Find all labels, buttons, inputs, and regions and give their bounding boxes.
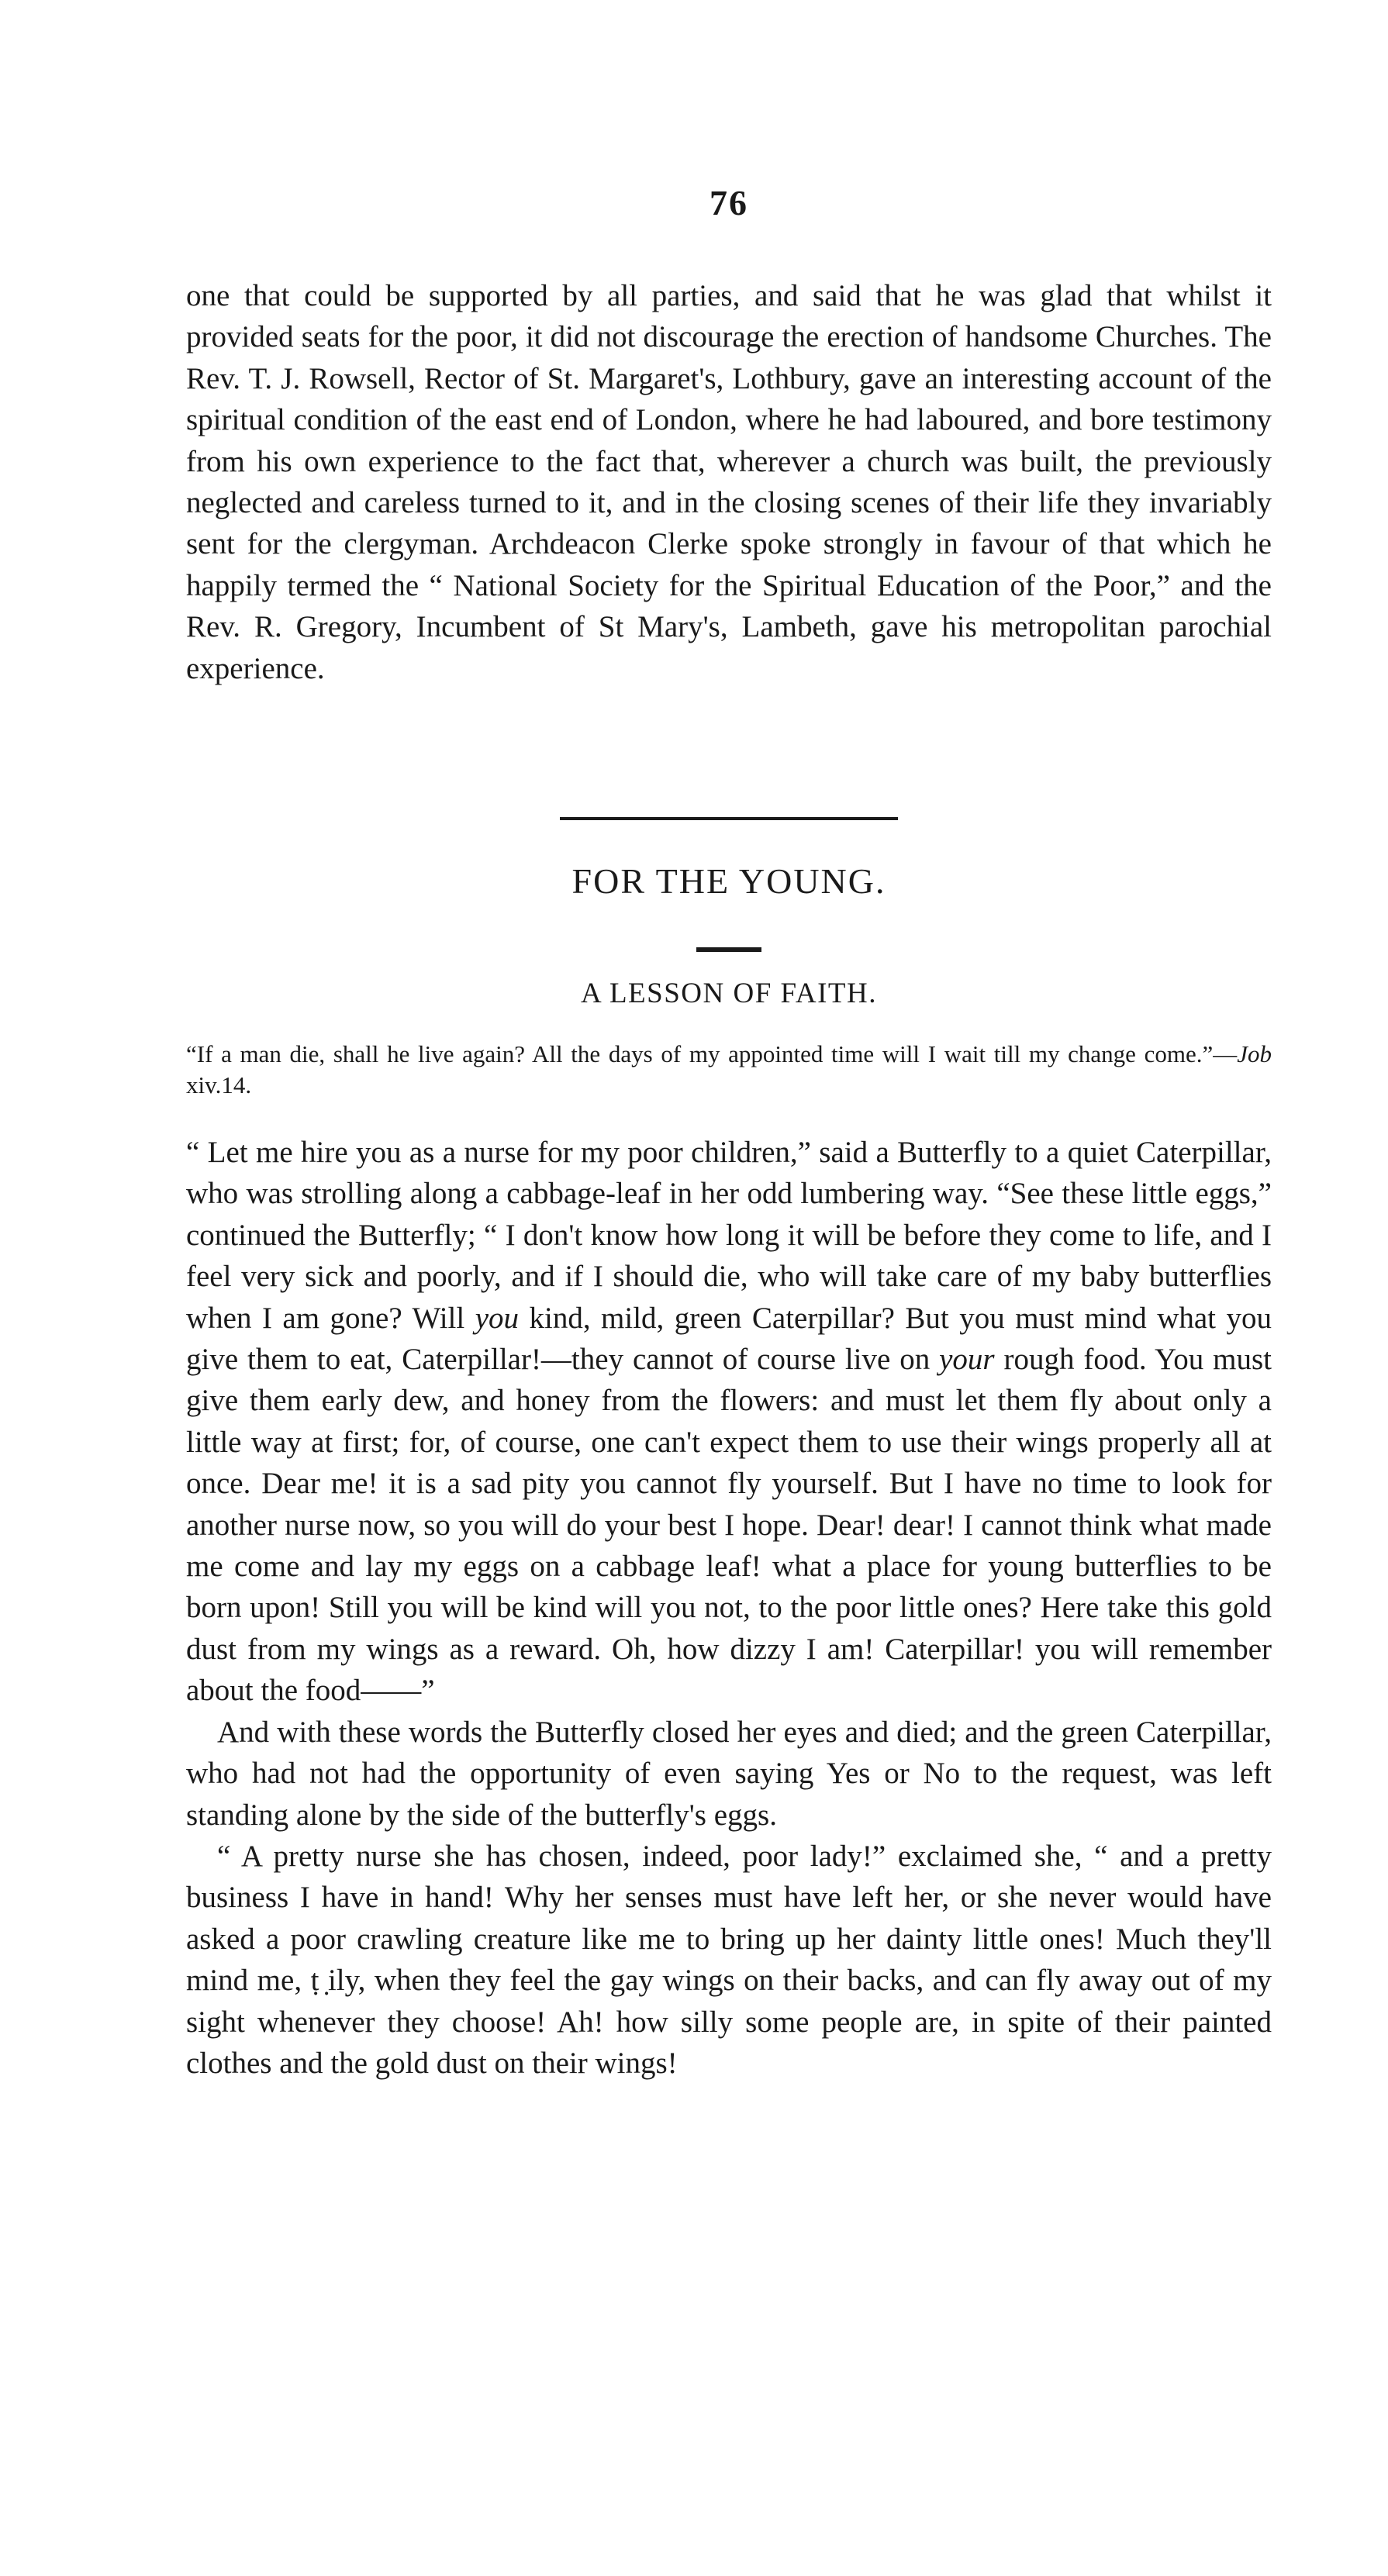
epigraph-text	[186, 1039, 1272, 1101]
section-title: FOR THE YOUNG.	[571, 861, 886, 901]
story-p1-emphasis-your: your	[939, 1343, 995, 1377]
epigraph-quote: “If a man die, shall he live again? All the days of my appointed time will I wait till my change come.”—	[186, 1040, 1238, 1067]
story-p1-emphasis-you: you	[475, 1301, 519, 1335]
story-p1-part-a: “ Let me hire you as a nurse for my poor children,” said a Butterfly to a quiet Caterpillar, who was strolling along a cabbage-leaf in her odd lumbering way. “See these little eggs,” continued the Butterfly; “ I don't know how long it will be before they come to life, and I feel very sick and poorly, and if I should die, who will take care of my baby butterflies when I am gone? Will	[186, 1136, 1272, 1335]
story-paragraph-3: “ A pretty nurse she has chosen, indeed, poor lady!” exclaimed she, “ and a pretty business I have in hand! Why her senses must have left her, or she never would have asked a poor crawling creature like me to bring up her dainty little ones! Much they'll mind me, ṭ ̣ily, when they feel the gay wings on their backs, and can fly away out of my sight whenever they choose! Ah! how silly some people are, in spite of their painted clothes and the gold dust on their wings!	[186, 1839, 1272, 2080]
story-text	[186, 1132, 1272, 2084]
intro-paragraph: one that could be supported by all parties, and said that he was glad that whilst it provided seats for the poor, it did not discourage the erection of handsome Churches. The Rev. T. J. Rowsell, Rector of St. Margaret's, Lothbury, gave an interesting account of the spiritual condition of the east end of London, where he had laboured, and bore testimony from his own experience to the fact that, wherever a church was built, the previously neglected and careless turned to it, and in the closing scenes of their life they invariably sent for the clergyman. Archdeacon Clerke spoke strongly in favour of that which he happily termed the “ National Society for the Spiritual Education of the Poor,” and the Rev. R. Gregory, Incumbent of St Mary's, Lambeth, gave his metropolitan parochial experience.	[186, 279, 1272, 685]
story-title: A LESSON OF FAITH.	[581, 978, 877, 1009]
epigraph	[186, 1039, 1272, 1101]
story-paragraph-1	[186, 1132, 1272, 1712]
intro-text	[186, 275, 1272, 689]
title-divider	[696, 947, 761, 952]
story-paragraph-2: And with these words the Butterfly closed her eyes and died; and the green Caterpillar, who had not had the opportunity of even saying Yes or No to the request, was left standing alone by the side of the butterfly's eggs.	[186, 1715, 1272, 1832]
story-p1-part-c: rough food. You must give them early dew, and honey from the flowers: and must let them fly about only a little way at first; for, of course, one can't expect them to use their wings properly all at once. Dear me! it is a sad pity you cannot fly yourself. But I have no time to look for another nurse now, so you will do your best I hope. Dear! dear! I cannot think what made me come and lay my eggs on a cabbage leaf! what a place for young butterflies to be born upon! Still you will be kind will you not, to the poor little ones? Here take this gold dust from my wings as a reward. Oh, how dizzy I am! Caterpillar! you will remember about the food——”	[186, 1343, 1272, 1708]
story-p1-part-b: kind, mild, green Caterpillar? But you must mind what you give them to eat, Caterpillar!—they cannot of course live on	[186, 1301, 1272, 1377]
page-number: 76	[710, 183, 748, 222]
epigraph-citation-ref: xiv.14.	[186, 1071, 252, 1098]
epigraph-citation-book: Job	[1237, 1040, 1272, 1067]
section-divider	[560, 817, 898, 820]
